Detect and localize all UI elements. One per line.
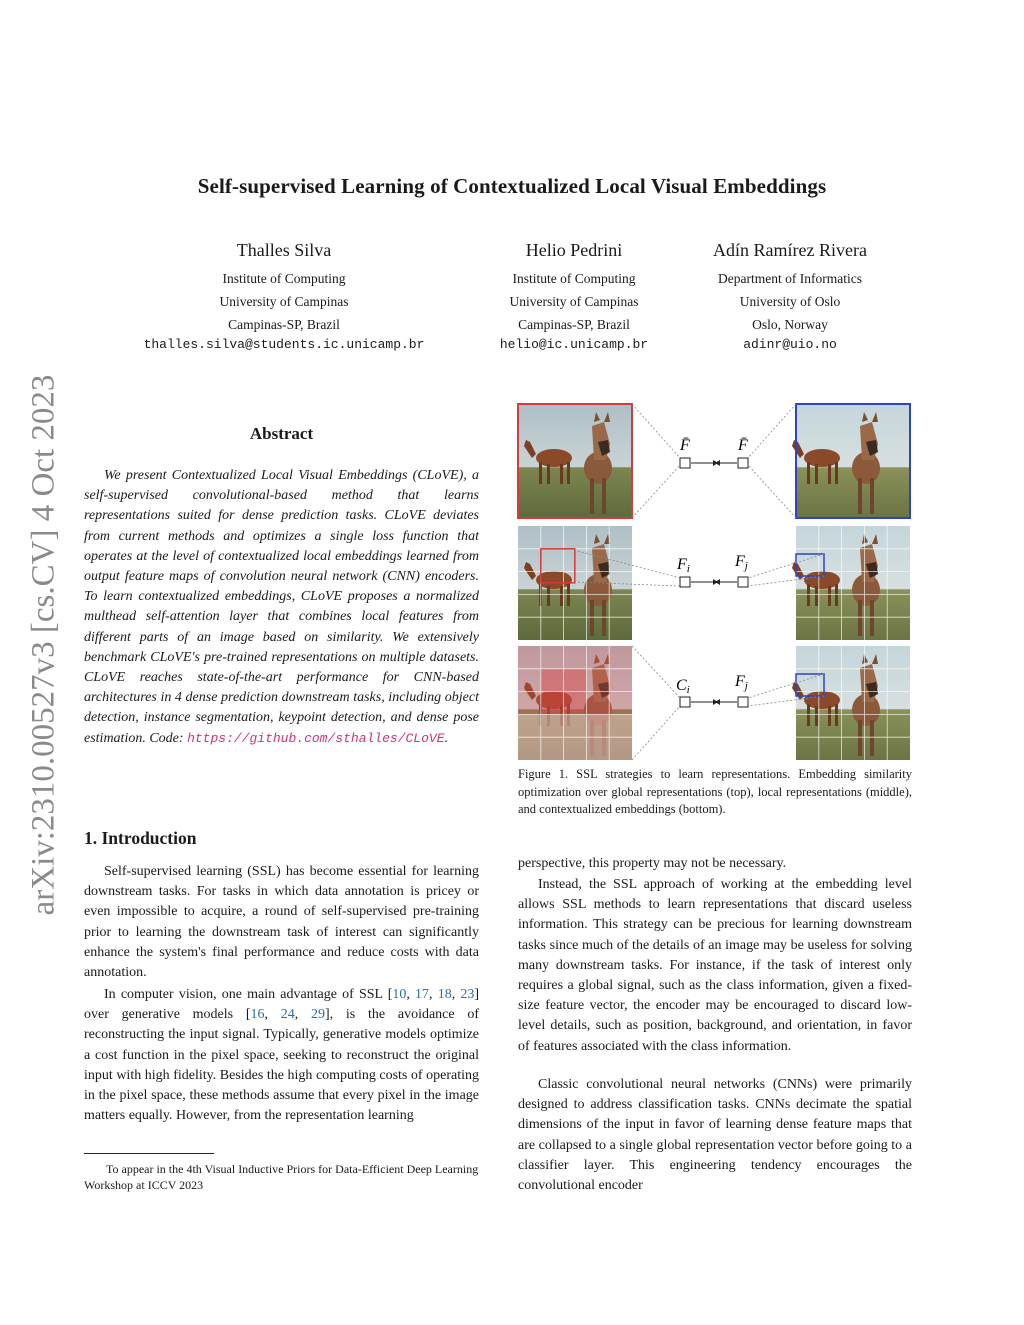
author-affiliation: University of Campinas (219, 294, 349, 309)
author-email[interactable]: thalles.silva@students.ic.unicamp.br (143, 337, 425, 352)
label-symbol: F (735, 673, 745, 690)
abstract-heading: Abstract (249, 424, 314, 443)
author-name: Thalles Silva (236, 240, 332, 260)
figure-caption: Figure 1. SSL strategies to learn representations. Embedding similarity optimization over global representations (top), local representations (middle), and contextualized embeddings (bottom). (518, 767, 912, 816)
author-name: Adín Ramírez Rivera (713, 240, 867, 260)
label-global-left: F̄ (680, 437, 690, 454)
author-affiliation: Department of Informatics (718, 271, 862, 286)
author-email[interactable]: adinr@uio.no (743, 337, 837, 352)
citation-link[interactable]: 29 (311, 1007, 326, 1023)
label-subscript: i (686, 563, 690, 575)
citation-link[interactable]: 24 (280, 1007, 295, 1023)
label-symbol: F (677, 556, 687, 573)
author-affiliation: University of Campinas (509, 294, 639, 309)
paragraph-text: In computer vision, one main advantage of SSL [ (104, 987, 393, 1002)
label-context-left (676, 677, 690, 696)
citation-link[interactable]: 17 (415, 987, 430, 1002)
row-global (518, 404, 910, 518)
footnote-rule (84, 1153, 214, 1154)
code-label: Code: (149, 730, 184, 746)
citation-link[interactable]: 18 (437, 987, 452, 1002)
intro-paragraph-5: Classic convolutional neural networks (CNNs) were primarily designed to address classification tasks. CNNs decimate the spatial dimensions of the input in favor of learning dense feature maps that are collapsed to a single global representation vector before going to a classifier layer. This engineering tendency encourages the convolutional encoder (518, 1077, 912, 1194)
author-block-2 (474, 240, 674, 352)
author-affiliation: Oslo, Norway (752, 317, 828, 332)
label-symbol: F (735, 553, 745, 570)
intro-paragraph-3: perspective, this property may not be necessary. (518, 856, 787, 871)
arxiv-id: arXiv:2310.00527v3 [cs.CV] 4 Oct 2023 (25, 374, 62, 916)
label-local-right (734, 553, 748, 572)
citation-link[interactable]: 23 (460, 987, 475, 1002)
label-local-left (676, 556, 690, 575)
author-affiliation: Campinas-SP, Brazil (518, 317, 630, 332)
label-symbol: C (676, 677, 687, 694)
intro-paragraph-1: Self-supervised learning (SSL) has become essential for learning downstream tasks. For tasks in which data annotation is pricey or even impossible to acquire, a round of self-supervised pre-training prior to learning the downstream task of interest can significantly enhance the system's final performance and reduce costs with data annotation. (84, 864, 479, 981)
label-context-right (734, 673, 748, 692)
author-affiliation: Institute of Computing (222, 271, 346, 286)
figure-1 (516, 402, 914, 762)
code-period: . (444, 730, 449, 746)
paragraph-text: ] over generative models [ (84, 987, 480, 1023)
author-affiliation: Campinas-SP, Brazil (228, 317, 340, 332)
intro-paragraph-4: Instead, the SSL approach of working at the embedding level allows SSL methods to learn representations that discard useless information. This strategy can be precious for learning downstream tasks since much of the details of an image may be useless for solving many downstream tasks. For instance, if the task of interest only requires a global signal, such as the class information, given a fixed-size feature vector, the encoder may be encouraged to discard low-level details, such as position, background, and orientation, in favor of features associated with the class information. (518, 877, 912, 1054)
paragraph-text: ], is the avoidance of reconstructing the input signal. Typically, generative models optimize a cost function in the pixel space, seeking to reconstruct the original input with high fidelity. Besides the high computing costs of operating in the pixel space, these methods assume that every pixel in the image matters equally. However, from the representation learning (84, 1007, 480, 1124)
row-local (518, 526, 910, 640)
citation-link[interactable]: 16 (250, 1007, 265, 1023)
intro-paragraph-2: In computer vision, one main advantage of SSL [10, 17, 18, 23] over generative models [16, 24, 29], is the avoidance of reconstructing the input signal. Typically, generative models optimize a cost function in the pixel space, seeking to reconstruct the original input with high fidelity. Besides the high computing costs of operating in the pixel space, these methods assume that every pixel in the image matters equally. However, from the representation learning (84, 987, 480, 1124)
code-link[interactable]: https://github.com/sthalles/CLoVE (187, 730, 445, 746)
abstract-text: We present Contextualized Local Visual Embeddings (CLoVE), a self-supervised convolutional-based method that learns representations suited for dense prediction tasks. CLoVE deviates from current methods and optimizes a single loss function that operates at the level of contextualized local embeddings learned from output feature maps of convolution neural network (CNN) encoders. To learn contextualized embeddings, CLoVE proposes a normalized multhead self-attention layer that combines local features from different parts of an image based on similarity. We extensively benchmark CLoVE's pre-trained representations on multiple datasets. CLoVE reaches state-of-the-art performance for CNN-based architectures in 4 dense prediction downstream tasks, including object detection, instance segmentation, keypoint detection, and dense pose estimation. (84, 468, 479, 746)
footnote: To appear in the 4th Visual Inductive Priors for Data-Efficient Deep Learning Workshop at ICCV 2023 (84, 1162, 479, 1192)
label-subscript: j (744, 680, 748, 692)
paper-title: Self-supervised Learning of Contextualized Local Visual Embeddings (197, 174, 827, 198)
arxiv-sidebar (22, 365, 66, 925)
label-subscript: j (744, 560, 748, 572)
citation-link[interactable]: 10 (392, 987, 407, 1002)
author-affiliation: Institute of Computing (512, 271, 636, 286)
abstract-body (84, 466, 479, 749)
author-affiliation: University of Oslo (739, 294, 841, 309)
author-block-3 (690, 240, 890, 352)
author-block-1 (114, 240, 454, 352)
section-heading-introduction: 1. Introduction (84, 828, 197, 848)
label-subscript: i (686, 684, 690, 696)
image-left-top (518, 404, 632, 518)
author-name: Helio Pedrini (525, 240, 623, 260)
row-contextualized (518, 646, 910, 760)
author-email[interactable]: helio@ic.unicamp.br (499, 337, 649, 352)
label-global-right: F̄ (738, 437, 748, 454)
